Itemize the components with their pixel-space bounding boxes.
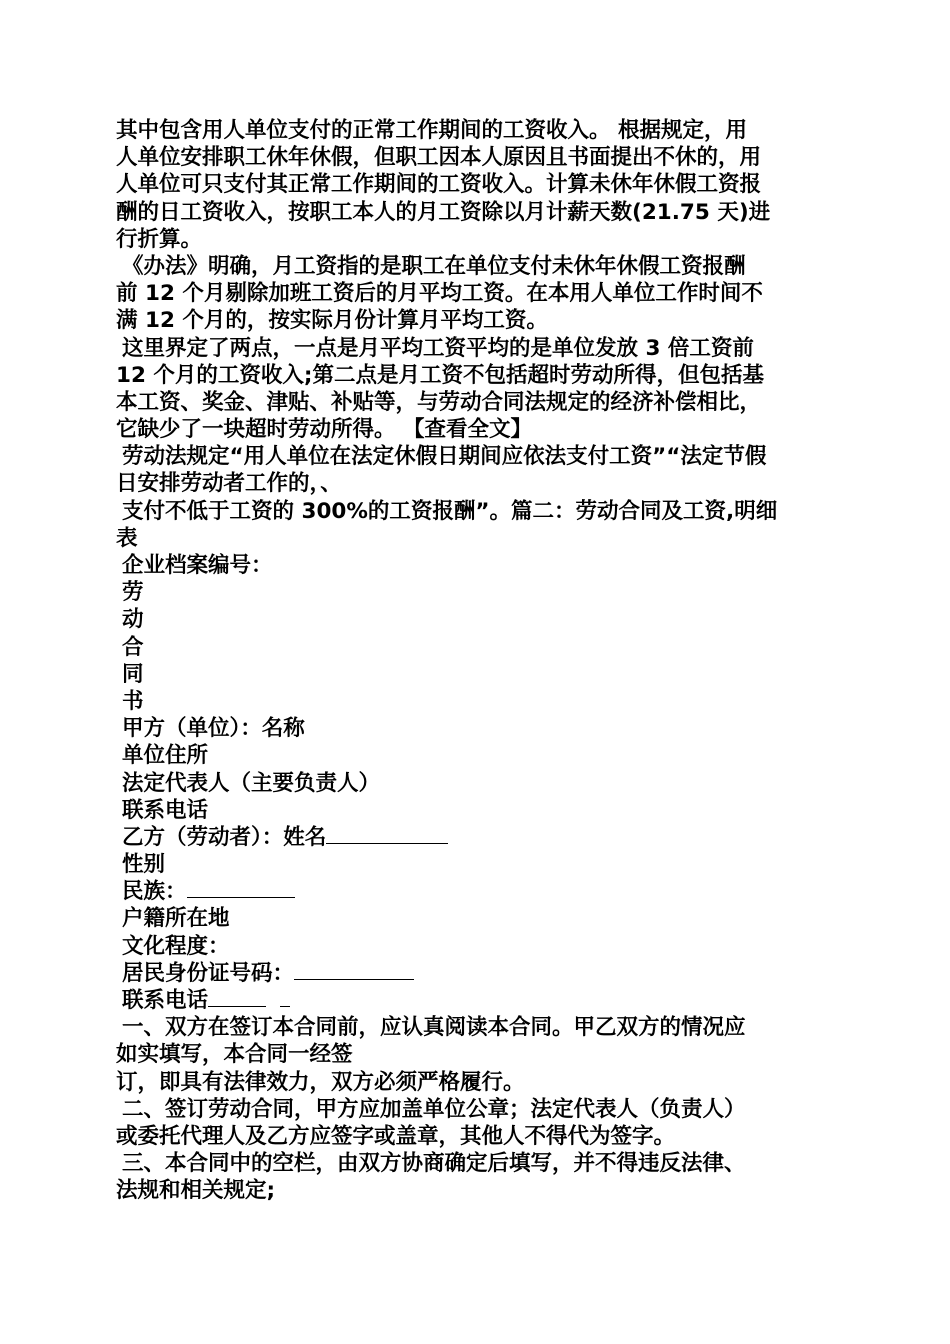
field-label: 乙方（劳动者）：姓名 — [122, 824, 327, 850]
title-char: 劳 — [122, 580, 144, 606]
text-line: 满 12 个月的，按实际月份计算月平均工资。 — [116, 308, 548, 334]
text-line: 劳动法规定“用人单位在法定休假日期间应依法支付工资”“法定节假 — [122, 444, 767, 470]
text-line: 日安排劳动者工作的，、 — [116, 471, 342, 497]
text-line: 它缺少了一块超时劳动所得。 【查看全文】 — [116, 417, 532, 443]
title-char: 合 — [122, 634, 144, 660]
field-label: 甲方（单位）：名称 — [122, 716, 305, 742]
blank-line — [208, 988, 266, 1007]
blank-line — [294, 961, 414, 980]
field-label: 联系电话 — [122, 797, 209, 823]
blank-line — [187, 879, 295, 898]
text-line: 人单位可只支付其正常工作期间的工资收入。计算未休年休假工资报 — [116, 172, 762, 198]
text-line: 12 个月的工资收入;第二点是月工资不包括超时劳动所得，但包括基 — [116, 362, 765, 388]
text-line: 酬的日工资收入，按职工本人的月工资除以月计薪天数(21.75 天)进 — [116, 199, 771, 225]
title-char: 动 — [122, 607, 144, 633]
text-line: 前 12 个月剔除加班工资后的月平均工资。在本用人单位工作时间不 — [116, 281, 763, 307]
text-line: 或委托代理人及乙方应签字或盖章，其他人不得代为签字。 — [116, 1123, 676, 1149]
field-label: 联系电话 — [122, 988, 209, 1013]
field-label: 文化程度： — [122, 933, 230, 959]
text-line: 支付不低于工资的 300%的工资报酬”。篇二：劳动合同及工资,明细 — [122, 498, 778, 524]
field-label: 单位住所 — [122, 743, 209, 769]
document-body — [116, 117, 836, 1205]
field-row — [116, 960, 836, 987]
blank-line — [280, 988, 290, 1007]
text-line: 一、双方在签订本合同前，应认真阅读本合同。甲乙双方的情况应 — [122, 1015, 746, 1041]
text-line: 人单位安排职工休年休假，但职工因本人原因且书面提出不休的，用 — [116, 145, 762, 171]
field-row — [116, 987, 836, 1014]
field-label: 企业档案编号： — [122, 553, 273, 578]
text-line: 如实填写，本合同一经签 — [116, 1042, 353, 1068]
field-label: 户籍所在地 — [122, 906, 230, 932]
text-line: 订，即具有法律效力，双方必须严格履行。 — [116, 1069, 525, 1095]
text-line: 二、签订劳动合同，甲方应加盖单位公章；法定代表人（负责人） — [122, 1096, 746, 1122]
text-line: 这里界定了两点，一点是月平均工资平均的是单位发放 3 倍工资前 — [122, 335, 754, 361]
title-char: 书 — [122, 688, 144, 714]
text-line: 行折算。 — [116, 226, 203, 252]
field-row — [116, 824, 836, 851]
text-line: 其中包含用人单位支付的正常工作期间的工资收入。 根据规定，用 — [116, 118, 747, 143]
text-line: 表 — [116, 525, 138, 551]
title-char: 同 — [122, 661, 144, 687]
text-line: 本工资、奖金、津贴、补贴等，与劳动合同法规定的经济补偿相比， — [116, 389, 762, 415]
field-row — [116, 878, 836, 905]
field-label: 居民身份证号码： — [122, 960, 295, 986]
field-label: 性别 — [122, 852, 166, 878]
text-line: 《办法》明确，月工资指的是职工在单位支付未休年休假工资报酬 — [122, 253, 746, 279]
field-label: 民族： — [122, 879, 187, 905]
text-line: 法规和相关规定; — [116, 1178, 276, 1204]
blank-line — [326, 825, 448, 844]
text-line: 三、本合同中的空栏，由双方协商确定后填写，并不得违反法律、 — [122, 1151, 746, 1177]
field-label: 法定代表人（主要负责人） — [122, 770, 381, 796]
